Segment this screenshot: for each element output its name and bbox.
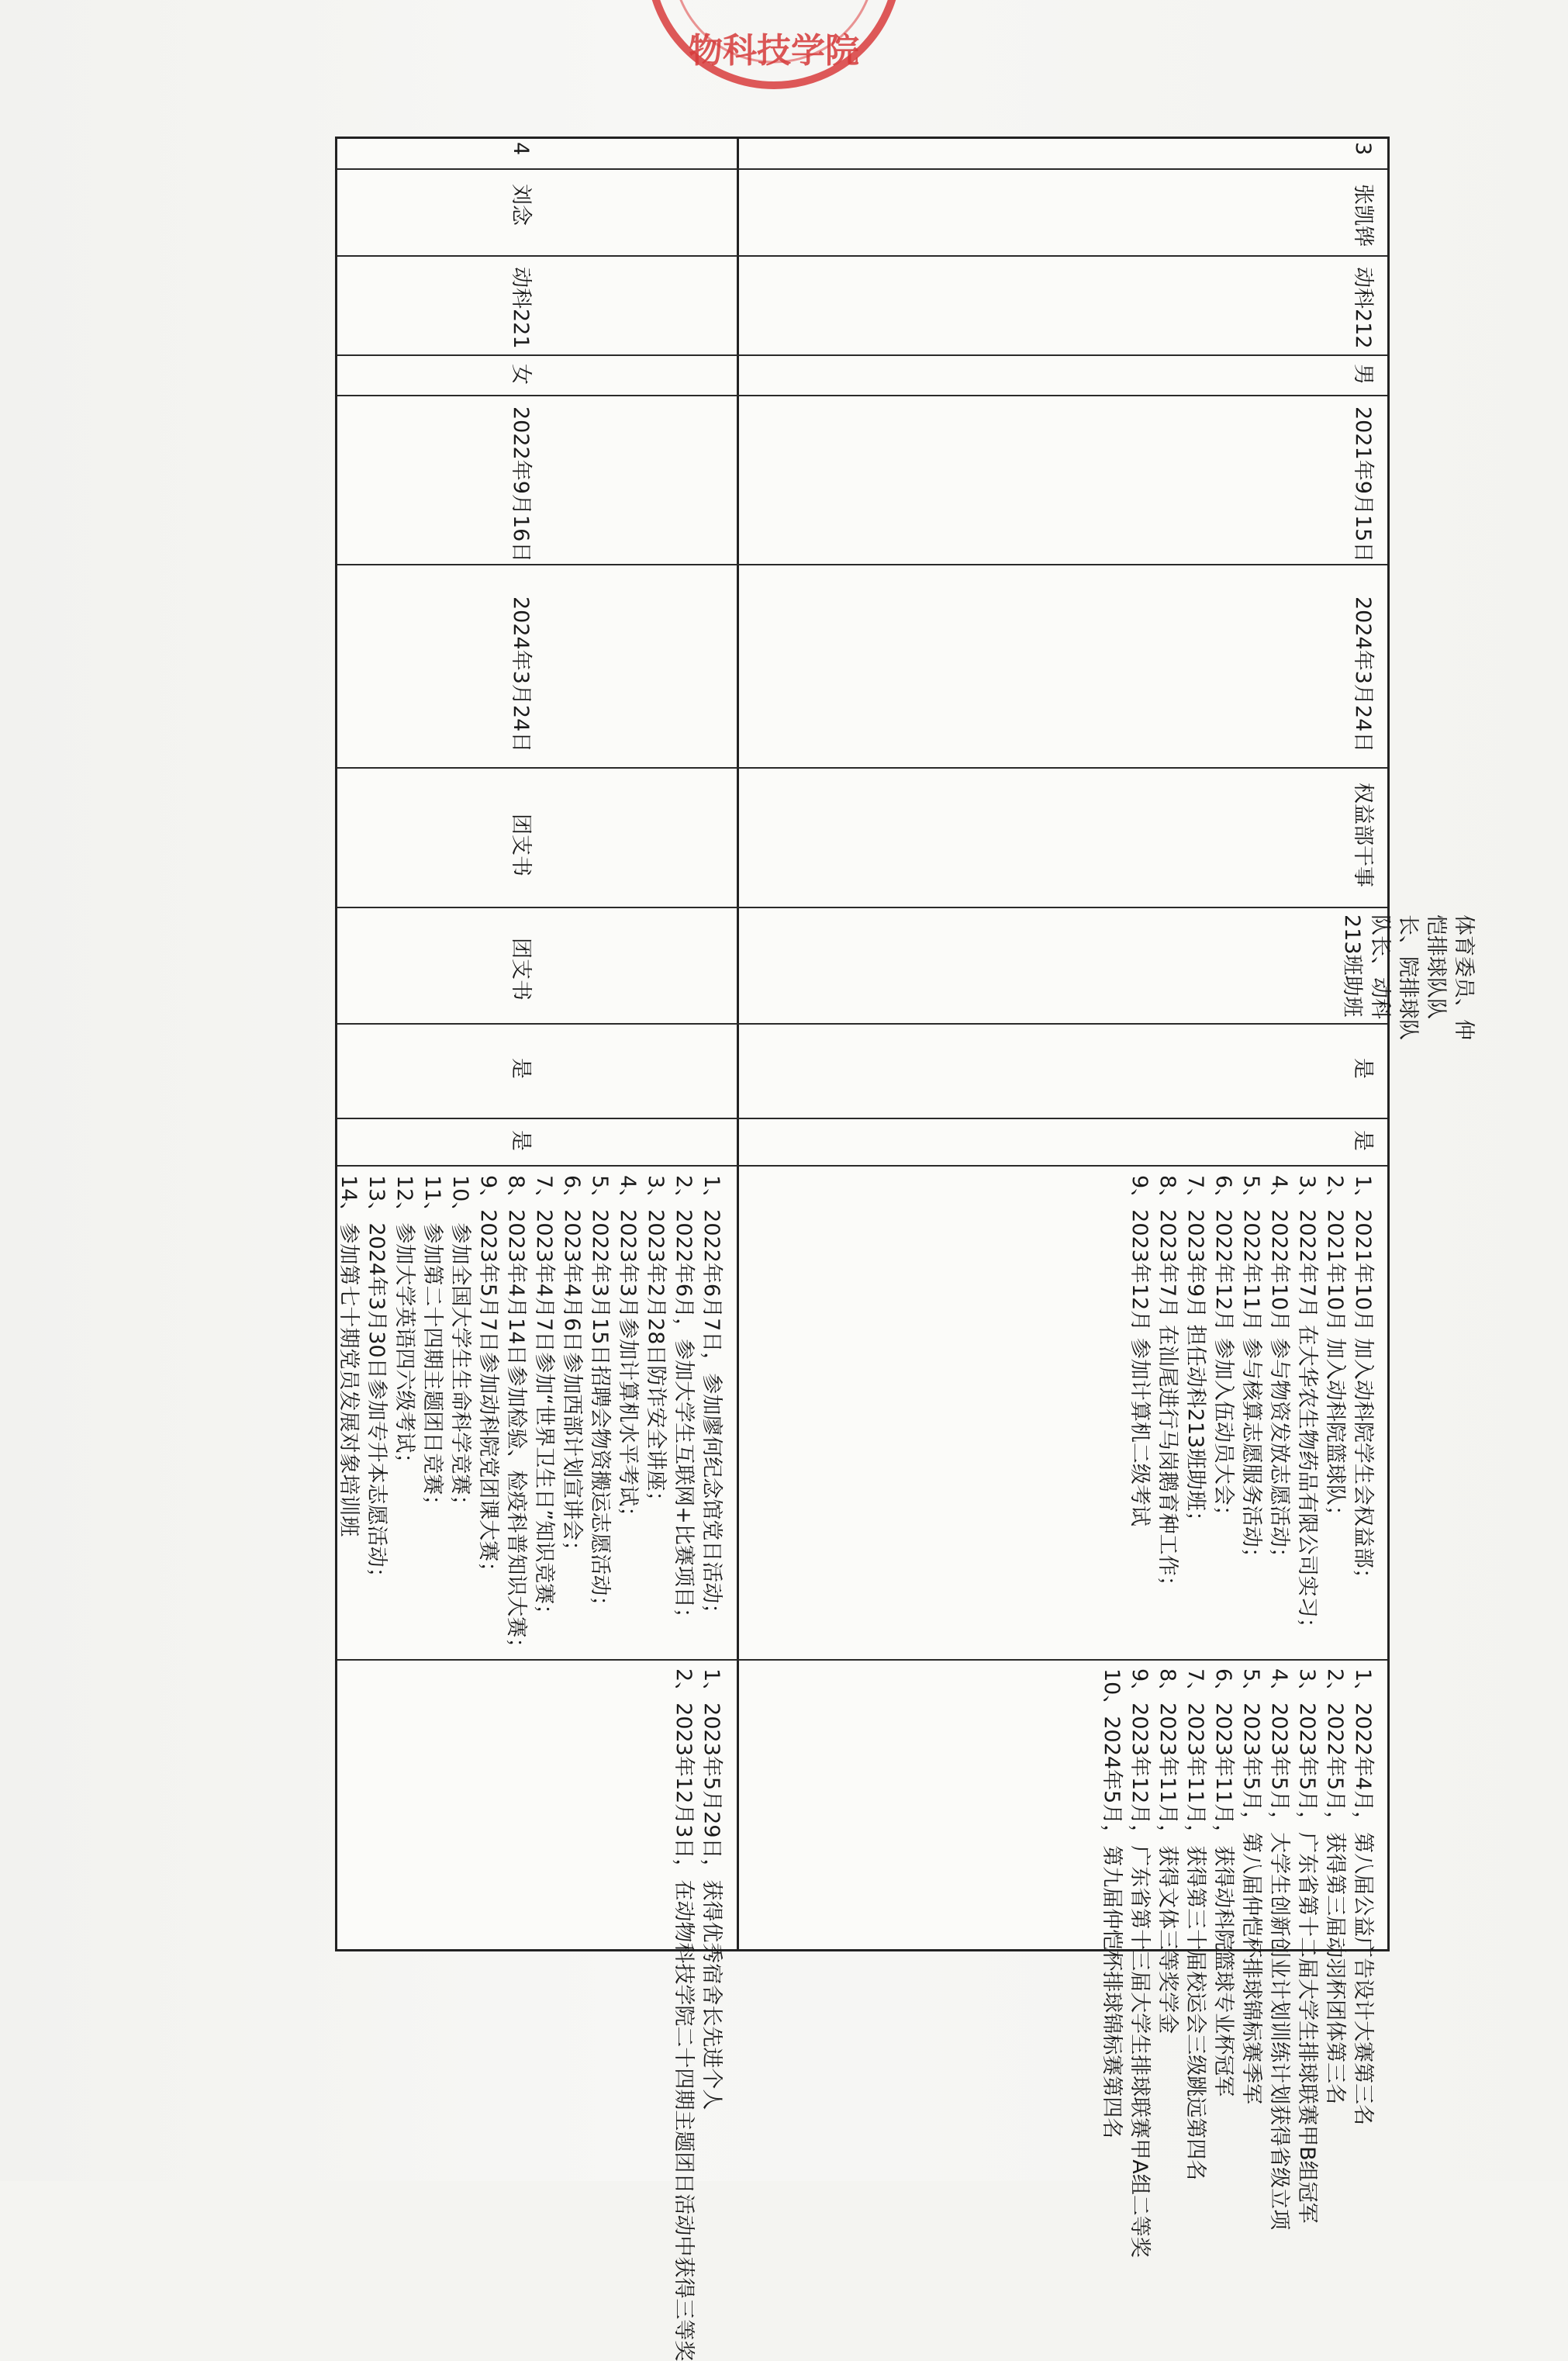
- award-item: 7、2023年11月，获得第三十届校运会三级跳远第四名: [1183, 1668, 1207, 2181]
- activity-item: 2、2021年10月 加入动科院篮球队；: [1323, 1175, 1347, 1526]
- row3-activities: [1125, 1175, 1376, 1639]
- activity-item: 14、参加第七十期党员发展对象培训班: [337, 1175, 361, 1537]
- grid-line: [337, 395, 1387, 396]
- seal-text: 物科技学院: [689, 31, 859, 71]
- activity-item: 1、2022年6月7日，参加廖何纪念馆党日活动；: [699, 1175, 724, 1625]
- award-item: 5、2023年5月，第八届仲恺杯排球锦标赛季军: [1239, 1668, 1263, 2105]
- activity-item: 13、2024年3月30日参加专升本志愿活动；: [364, 1175, 389, 1588]
- award-item: 2、2023年12月3日，在动物科技学院二十四期主题团日活动中获得三等奖: [672, 1668, 696, 2361]
- activity-item: 7、2023年9月 担任动科213班助班；: [1183, 1175, 1207, 1533]
- row3-enroll-date: 2021年9月15日: [1351, 406, 1375, 563]
- grid-line: [337, 1118, 1387, 1119]
- award-item: 4、2023年5月，大学生创新创业计划训练计划获得省级立项: [1267, 1668, 1291, 2231]
- row4-enroll-date: 2022年9月16日: [509, 406, 533, 563]
- award-item: 1、2023年5月29日，获得优秀宿舍长先进个人: [699, 1668, 724, 2110]
- row4-join-date: 2024年3月24日: [509, 596, 533, 753]
- grid-line: [337, 1165, 1387, 1167]
- grid-line: [337, 255, 1387, 257]
- row3-class: 动科212: [1351, 267, 1375, 349]
- activity-item: 8、2023年7月 在汕尾进行马岗鹅育种工作；: [1155, 1175, 1179, 1597]
- activity-item: 1、2021年10月 加入动科院学生会权益部；: [1351, 1175, 1375, 1589]
- row3-flag2: 是: [1351, 1130, 1375, 1151]
- member-table: [335, 137, 1476, 2361]
- row4-index: 4: [509, 142, 533, 156]
- activity-item: 9、2023年5月7日参加动科院党团课大赛；: [476, 1175, 500, 1583]
- row3-position-before: 权益部干事: [1351, 783, 1375, 887]
- row3-name: 张凯铧: [1351, 184, 1375, 247]
- grid-line: [337, 1023, 1387, 1025]
- grid-line: [337, 564, 1387, 565]
- award-item: 2、2022年5月，获得第三届动羽杯团体第三名: [1323, 1668, 1347, 2105]
- row3-awards: [1097, 1668, 1376, 2258]
- row4-gender: 女: [509, 364, 533, 385]
- activity-item: 4、2023年3月参加计算机水平考试；: [616, 1175, 640, 1528]
- row4-class: 动科221: [509, 267, 533, 349]
- row3-join-date: 2024年3月24日: [1351, 596, 1375, 753]
- activity-item: 3、2023年2月28日防诈安全讲座；: [644, 1175, 668, 1512]
- award-item: 1、2022年4月，第八届公益广告设计大赛第三名: [1351, 1668, 1375, 2126]
- activity-item: 9、2023年12月 参加计算机二级考试: [1128, 1175, 1152, 1526]
- award-item: 6、2023年11月，获得动科院篮球专业杯冠军: [1211, 1668, 1235, 2097]
- row3-position-now: 体育委员、仲恺排球队队长、院排球队队长、动科213班助班: [1340, 914, 1476, 1040]
- activity-item: 2、2022年6月，参加大学生互联网+比赛项目；: [672, 1175, 696, 1629]
- grid-line: [337, 767, 1387, 769]
- activity-item: 12、参加大学英语四六级考试；: [392, 1175, 416, 1474]
- row4-flag2: 是: [509, 1130, 533, 1151]
- row-divider: [737, 139, 739, 1949]
- row3-index: 3: [1351, 142, 1375, 156]
- activity-item: 8、2023年4月14日参加检验、检疫科普知识大赛；: [504, 1175, 528, 1659]
- activity-item: 11、参加第二十四期主题团日竞赛；: [420, 1175, 444, 1516]
- grid-line: [337, 907, 1387, 908]
- activity-item: 3、2022年7月 在大华农生物药品有限公司实习；: [1295, 1175, 1319, 1639]
- activity-item: 4、2022年10月 参与物资发放志愿活动；: [1267, 1175, 1291, 1568]
- grid-line: [337, 354, 1387, 356]
- activity-item: 5、2022年11月 参与核算志愿服务活动；: [1239, 1175, 1263, 1568]
- red-seal-stamp: [634, 0, 914, 124]
- row4-flag1: 是: [509, 1058, 533, 1079]
- award-item: 3、2023年5月，广东省第十二届大学生排球联赛甲B组冠军: [1295, 1668, 1319, 2224]
- activity-item: 6、2022年12月 参加入伍动员大会；: [1211, 1175, 1235, 1526]
- activity-item: 5、2022年3月15日招聘会物资搬运志愿活动；: [588, 1175, 612, 1617]
- activity-item: 10、参加全国大学生生命科学竞赛；: [448, 1175, 472, 1516]
- row3-gender: 男: [1351, 364, 1375, 385]
- row4-activities: [334, 1175, 725, 1658]
- grid-line: [337, 1659, 1387, 1661]
- award-item: 8、2023年11月，获得文体三等奖学金: [1155, 1668, 1179, 2034]
- row3-flag1: 是: [1351, 1058, 1375, 1079]
- row4-awards: [669, 1668, 725, 2361]
- row4-position-now: 团支书: [509, 938, 533, 1001]
- row4-name: 刘念: [509, 184, 533, 226]
- activity-item: 7、2023年4月7日参加“世界卫生日”知识竞赛；: [532, 1175, 556, 1626]
- award-item: 9、2023年12月，广东省第十三届大学生排球联赛甲A组二等奖: [1128, 1668, 1152, 2258]
- activity-item: 6、2023年4月6日参加西部计划宣讲会；: [560, 1175, 584, 1562]
- grid-line: [337, 168, 1387, 170]
- row4-position-before: 团支书: [509, 814, 533, 876]
- award-item: 10、2024年5月，第九届仲恺杯排球锦标赛第四名: [1100, 1668, 1124, 2139]
